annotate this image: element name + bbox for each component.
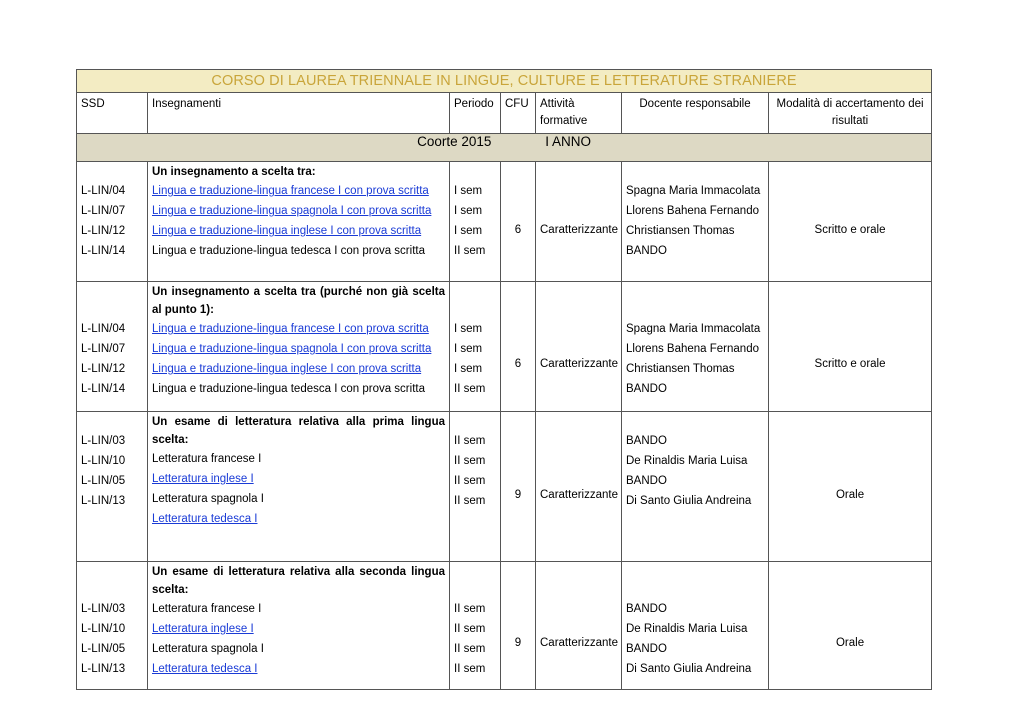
group-modalita-cell: [769, 562, 932, 690]
ssd-code: L-LIN/12: [81, 225, 126, 237]
group-label: Un esame di letteratura relativa alla seconda lingua scelta:: [152, 566, 445, 596]
ssd-code: L-LIN/13: [81, 495, 126, 507]
group-periodo-cell: [450, 282, 501, 412]
group-attivita-cell: [536, 162, 622, 282]
ssd-code: L-LIN/03: [81, 435, 126, 447]
periodo-value: I sem: [454, 363, 483, 375]
ssd-code: L-LIN/12: [81, 363, 126, 375]
docente-name: BANDO: [626, 245, 667, 257]
header-periodo: Periodo: [450, 93, 501, 134]
ssd-code: L-LIN/10: [81, 623, 126, 635]
course-item: [148, 221, 449, 241]
curriculum-table: [76, 69, 932, 690]
course-item: [148, 659, 449, 679]
course-link[interactable]: Letteratura inglese I: [152, 623, 254, 635]
group-periodo-cell: [450, 162, 501, 282]
ssd-code: L-LIN/10: [81, 455, 126, 467]
group-row: [77, 412, 932, 562]
course-name: Lingua e traduzione-lingua tedesca I con prova scritta: [152, 383, 425, 395]
docente-name: Di Santo Giulia Andreina: [626, 663, 752, 675]
group-label: Un insegnamento a scelta tra:: [152, 166, 316, 178]
group-docente-cell: [622, 162, 769, 282]
course-link[interactable]: Letteratura tedesca I: [152, 663, 258, 675]
course-name: Lingua e traduzione-lingua tedesca I con prova scritta: [152, 245, 425, 257]
group-label: Un insegnamento a scelta tra (purché non già scelta al punto 1):: [152, 286, 445, 316]
group-modalita-cell: [769, 282, 932, 412]
course-item: [148, 379, 449, 399]
cfu-value: 6: [514, 224, 522, 236]
header-cfu: CFU: [501, 93, 536, 134]
periodo-value: I sem: [454, 343, 483, 355]
group-cfu-cell: [501, 562, 536, 690]
periodo-value: II sem: [454, 643, 486, 655]
group-courses-cell: [148, 412, 450, 562]
docente-name: Spagna Maria Immacolata: [626, 323, 761, 335]
group-row: [77, 562, 932, 690]
ssd-code: L-LIN/05: [81, 475, 126, 487]
course-link[interactable]: Lingua e traduzione-lingua spagnola I con prova scritta: [152, 343, 432, 355]
course-link[interactable]: Lingua e traduzione-lingua spagnola I con prova scritta: [152, 205, 432, 217]
header-docente: Docente responsabile: [622, 93, 769, 134]
course-item: [148, 489, 449, 509]
header-row: [77, 93, 932, 134]
course-item: [148, 469, 449, 489]
ssd-code: L-LIN/07: [81, 343, 126, 355]
course-item: [148, 619, 449, 639]
course-item: [148, 599, 449, 619]
docente-name: Di Santo Giulia Andreina: [626, 495, 752, 507]
group-cfu-cell: [501, 412, 536, 562]
group-docente-cell: [622, 562, 769, 690]
coorte-year: Coorte 2015: [417, 134, 492, 149]
group-cfu-cell: [501, 282, 536, 412]
course-link[interactable]: Letteratura tedesca I: [152, 513, 258, 525]
ssd-code: L-LIN/07: [81, 205, 126, 217]
course-item: [148, 339, 449, 359]
periodo-value: I sem: [454, 323, 483, 335]
group-periodo-cell: [450, 412, 501, 562]
ssd-code: L-LIN/14: [81, 245, 126, 257]
modalita-value: Scritto e orale: [814, 224, 886, 236]
group-attivita-cell: [536, 282, 622, 412]
ssd-code: L-LIN/05: [81, 643, 126, 655]
course-item: [148, 449, 449, 469]
docente-name: BANDO: [626, 383, 667, 395]
docente-name: Llorens Bahena Fernando: [626, 343, 759, 355]
docente-name: BANDO: [626, 603, 667, 615]
group-row: [77, 162, 932, 282]
course-link[interactable]: Letteratura inglese I: [152, 473, 254, 485]
periodo-value: I sem: [454, 225, 483, 237]
coorte-anno: I ANNO: [545, 134, 591, 149]
ssd-code: L-LIN/03: [81, 603, 126, 615]
attivita-value: Caratterizzante: [540, 489, 618, 501]
ssd-code: L-LIN/04: [81, 185, 126, 197]
group-ssd-cell: [77, 282, 148, 412]
coorte-row: [77, 134, 932, 162]
group-ssd-cell: [77, 562, 148, 690]
group-docente-cell: [622, 282, 769, 412]
group-modalita-cell: [769, 412, 932, 562]
course-link[interactable]: Lingua e traduzione-lingua francese I con prova scritta: [152, 323, 429, 335]
modalita-value: Orale: [835, 489, 865, 501]
periodo-value: II sem: [454, 663, 486, 675]
docente-name: Christiansen Thomas: [626, 363, 735, 375]
header-attivita: Attività formative: [536, 93, 622, 134]
header-modalita: Modalità di accertamento dei risultati: [769, 93, 932, 134]
ssd-code: L-LIN/13: [81, 663, 126, 675]
group-cfu-cell: [501, 162, 536, 282]
course-link[interactable]: Lingua e traduzione-lingua francese I con prova scritta: [152, 185, 429, 197]
docente-name: BANDO: [626, 643, 667, 655]
group-attivita-cell: [536, 562, 622, 690]
group-courses-cell: [148, 562, 450, 690]
docente-name: Christiansen Thomas: [626, 225, 735, 237]
periodo-value: II sem: [454, 623, 486, 635]
course-item: [148, 319, 449, 339]
ssd-code: L-LIN/14: [81, 383, 126, 395]
attivita-value: Caratterizzante: [540, 358, 618, 370]
docente-name: BANDO: [626, 435, 667, 447]
course-name: Letteratura francese I: [152, 453, 262, 465]
course-name: Letteratura spagnola I: [152, 493, 264, 505]
docente-name: BANDO: [626, 475, 667, 487]
group-label: Un esame di letteratura relativa alla prima lingua scelta:: [152, 416, 445, 446]
course-link[interactable]: Lingua e traduzione-lingua inglese I con prova scritta: [152, 363, 422, 375]
cfu-value: 6: [514, 358, 522, 370]
attivita-value: Caratterizzante: [540, 637, 618, 649]
docente-name: De Rinaldis Maria Luisa: [626, 455, 748, 467]
group-ssd-cell: [77, 162, 148, 282]
course-item: [148, 509, 449, 529]
periodo-value: II sem: [454, 603, 486, 615]
ssd-code: L-LIN/04: [81, 323, 126, 335]
periodo-value: II sem: [454, 475, 486, 487]
modalita-value: Orale: [835, 637, 865, 649]
group-courses-cell: [148, 162, 450, 282]
docente-name: Llorens Bahena Fernando: [626, 205, 759, 217]
groups-body: [77, 162, 932, 690]
group-modalita-cell: [769, 162, 932, 282]
course-item: [148, 241, 449, 261]
course-item: [148, 359, 449, 379]
header-ssd: SSD: [77, 93, 148, 134]
course-item: [148, 181, 449, 201]
periodo-value: I sem: [454, 205, 483, 217]
course-link[interactable]: Lingua e traduzione-lingua inglese I con prova scritta: [152, 225, 422, 237]
periodo-value: II sem: [454, 383, 486, 395]
course-name: Letteratura spagnola I: [152, 643, 264, 655]
attivita-value: Caratterizzante: [540, 224, 618, 236]
modalita-value: Scritto e orale: [814, 358, 886, 370]
cfu-value: 9: [514, 489, 522, 501]
course-item: [148, 201, 449, 221]
group-periodo-cell: [450, 562, 501, 690]
periodo-value: II sem: [454, 435, 486, 447]
group-docente-cell: [622, 412, 769, 562]
periodo-value: I sem: [454, 185, 483, 197]
docente-name: De Rinaldis Maria Luisa: [626, 623, 748, 635]
group-attivita-cell: [536, 412, 622, 562]
group-row: [77, 282, 932, 412]
periodo-value: II sem: [454, 245, 486, 257]
course-name: Letteratura francese I: [152, 603, 262, 615]
header-insegnamenti: Insegnamenti: [148, 93, 450, 134]
group-courses-cell: [148, 282, 450, 412]
docente-name: Spagna Maria Immacolata: [626, 185, 761, 197]
table-title: CORSO DI LAUREA TRIENNALE IN LINGUE, CULTURE E LETTERATURE STRANIERE: [77, 70, 932, 93]
course-item: [148, 639, 449, 659]
periodo-value: II sem: [454, 495, 486, 507]
group-ssd-cell: [77, 412, 148, 562]
periodo-value: II sem: [454, 455, 486, 467]
cfu-value: 9: [514, 637, 522, 649]
